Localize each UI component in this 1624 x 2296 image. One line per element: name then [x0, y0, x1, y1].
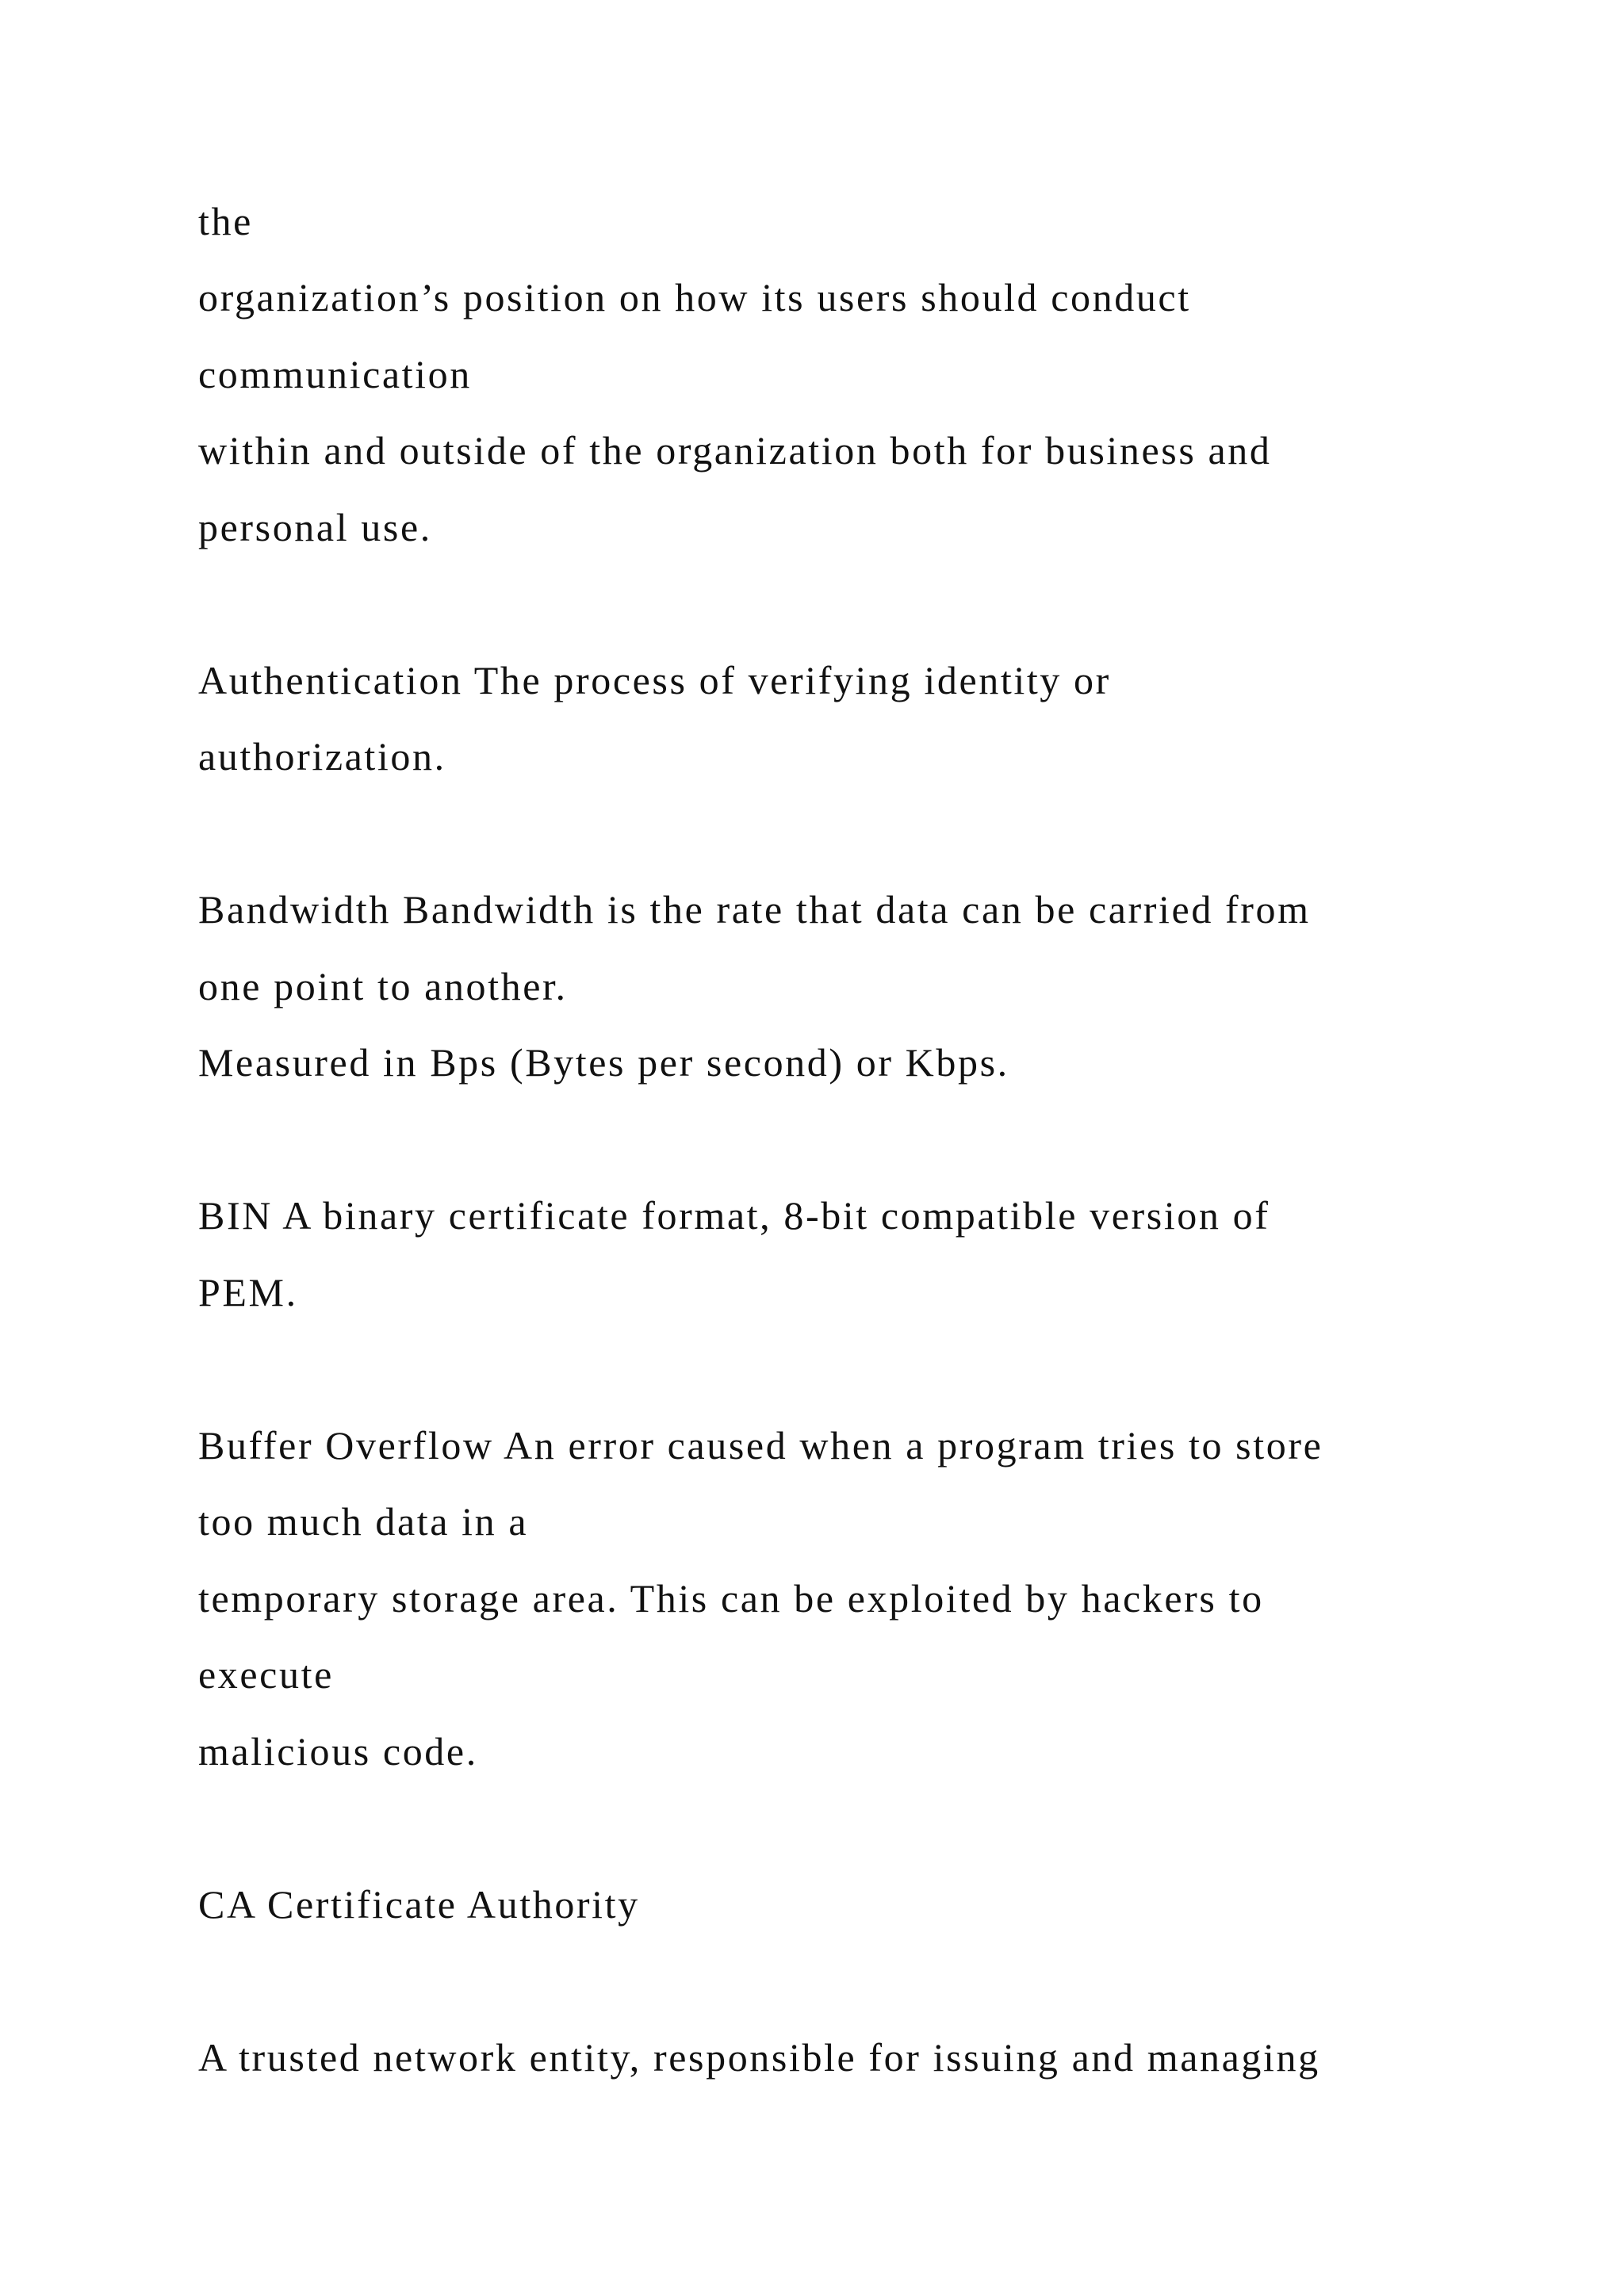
text-line: too much data in a	[198, 1499, 529, 1544]
text-line: one point to another.	[198, 964, 568, 1008]
text-line: execute	[198, 1652, 334, 1697]
glossary-entry-bin: BIN A binary certificate format, 8-bit compatible version of	[198, 1193, 1270, 1238]
text-line: within and outside of the organization both for business and	[198, 428, 1272, 473]
glossary-entry-bandwidth: Bandwidth Bandwidth is the rate that data can be carried from	[198, 887, 1311, 932]
text-line: A trusted network entity, responsible for issuing and managing	[198, 2035, 1320, 2080]
text-line: Measured in Bps (Bytes per second) or Kbps.	[198, 1040, 1009, 1085]
text-line: temporary storage area. This can be exploited by hackers to	[198, 1576, 1264, 1621]
glossary-entry-buffer-overflow: Buffer Overflow An error caused when a program tries to store	[198, 1423, 1323, 1468]
text-line: authorization.	[198, 734, 446, 779]
text-line: personal use.	[198, 505, 432, 549]
text-line: the	[198, 199, 253, 243]
glossary-entry-ca: CA Certificate Authority	[198, 1882, 640, 1927]
glossary-entry-authentication: Authentication The process of verifying identity or	[198, 658, 1111, 702]
text-line: organization’s position on how its users should conduct	[198, 275, 1191, 320]
text-line: PEM.	[198, 1270, 298, 1314]
text-line: communication	[198, 352, 472, 396]
text-line: malicious code.	[198, 1729, 478, 1774]
